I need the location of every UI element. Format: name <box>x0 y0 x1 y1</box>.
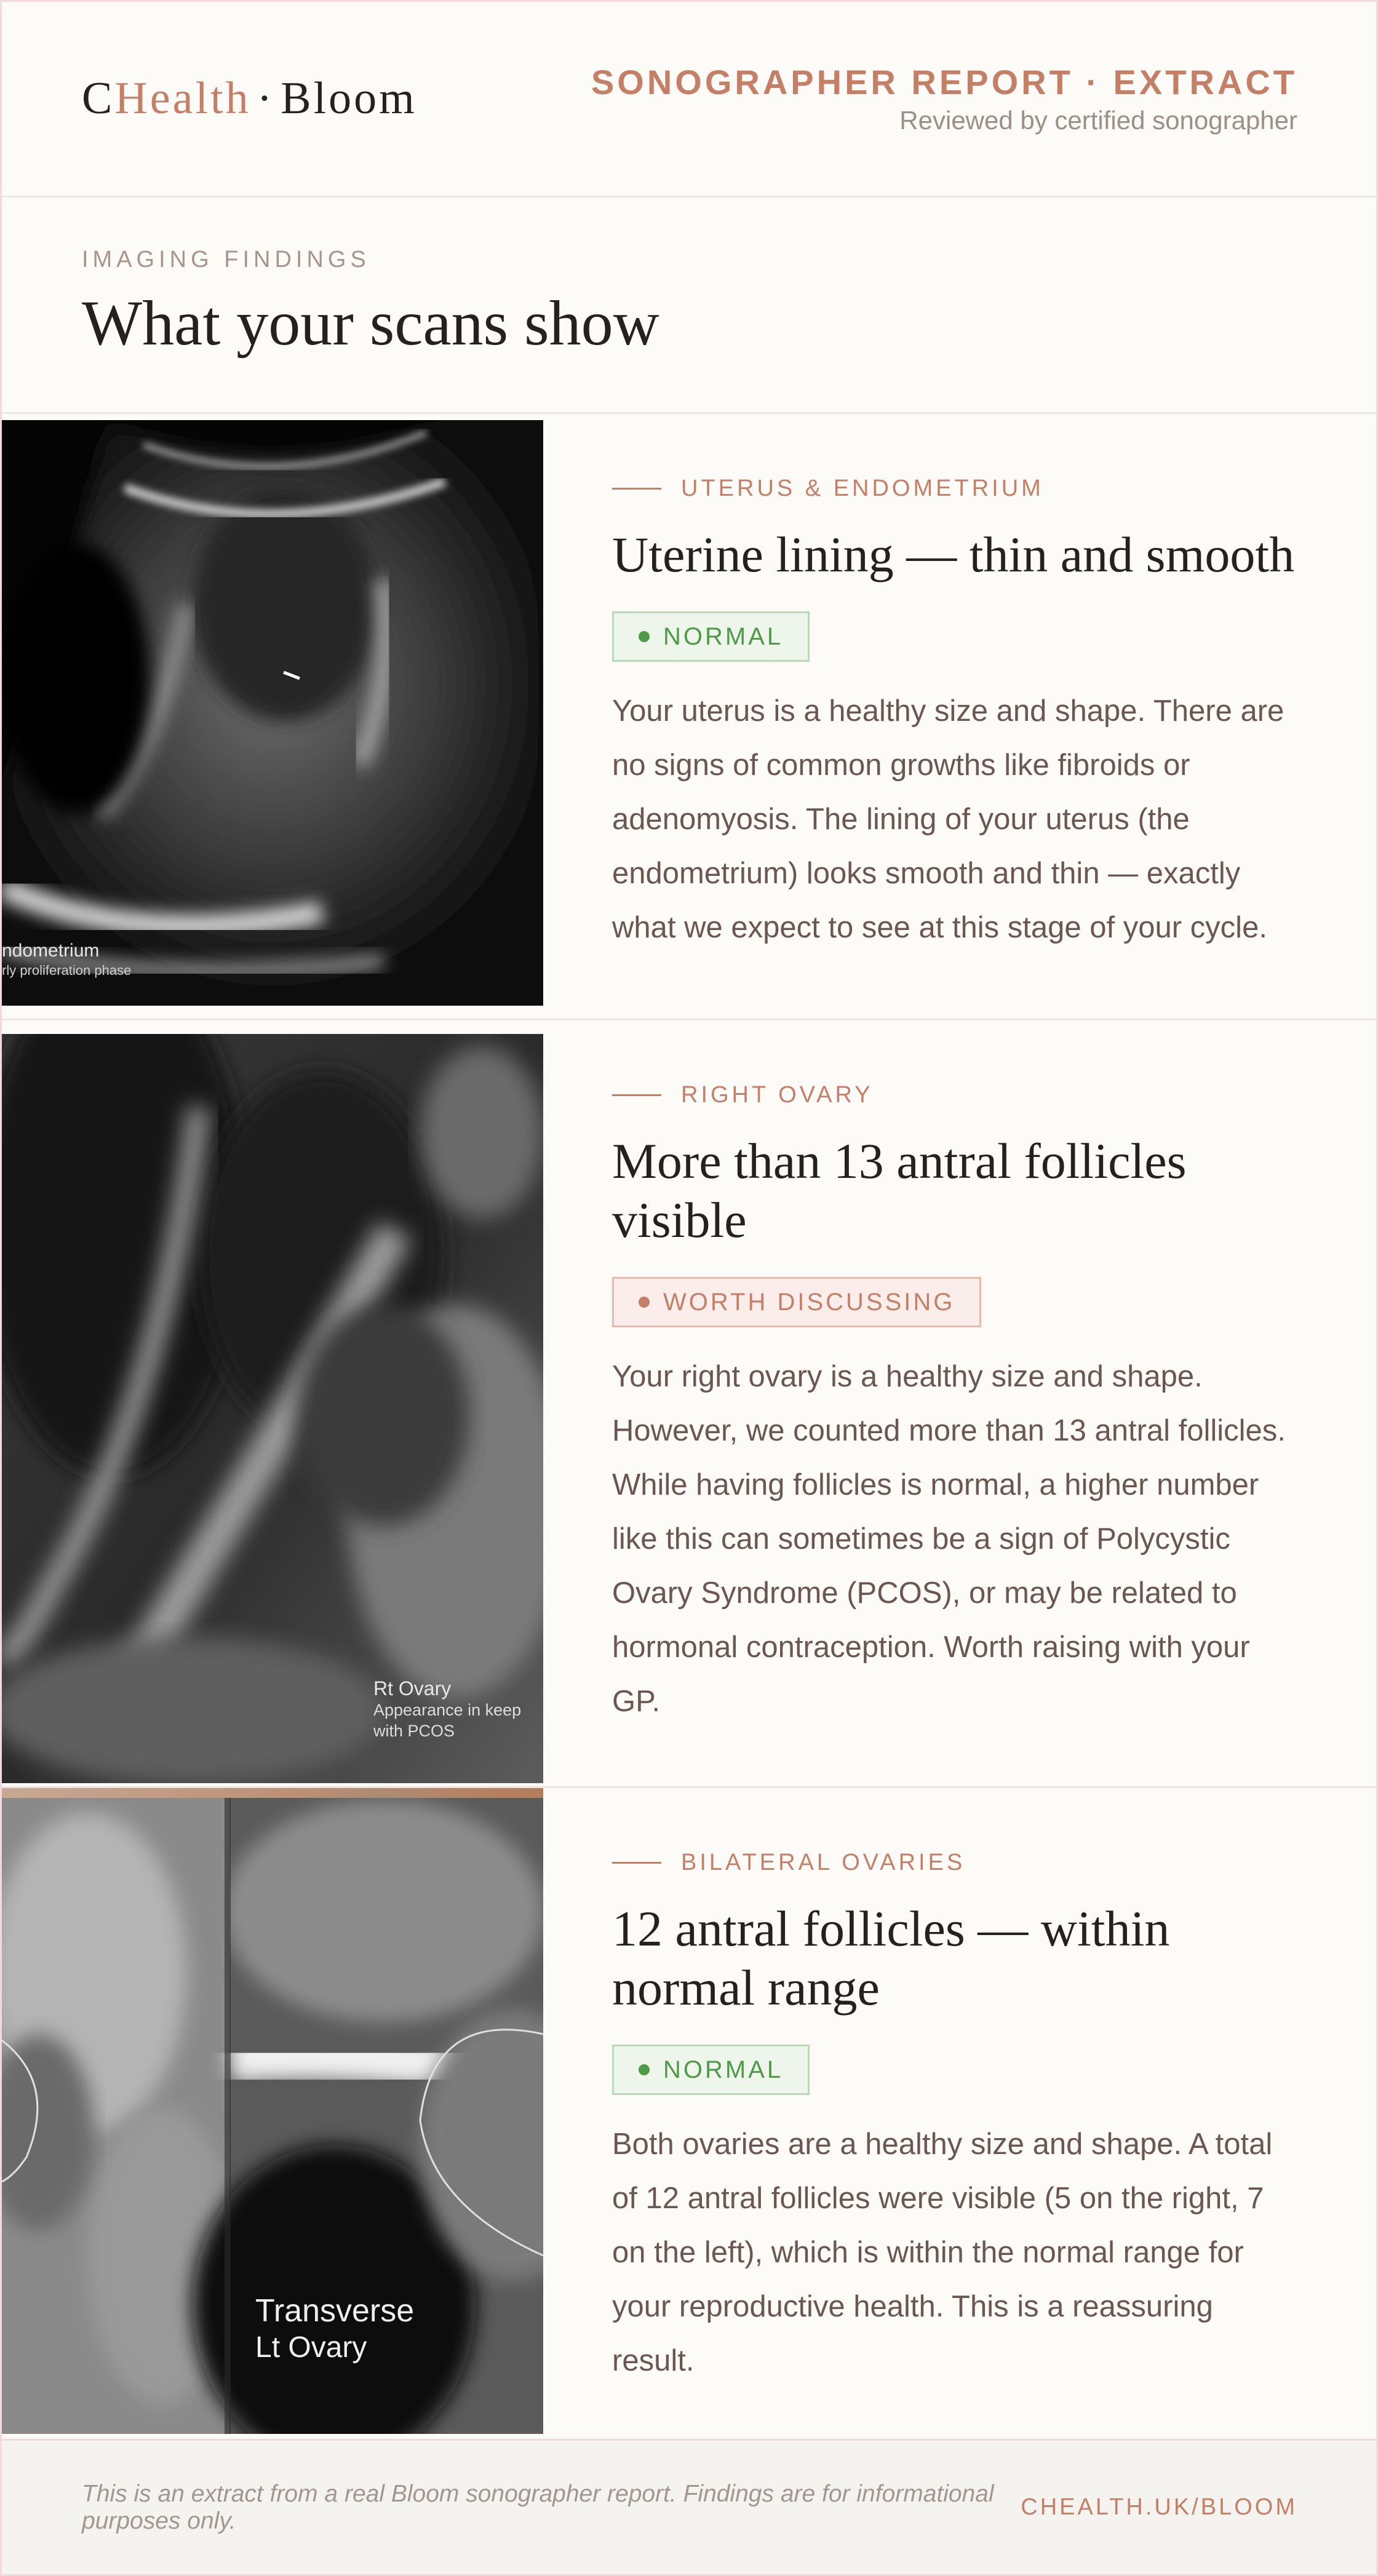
finding-description: Both ovaries are a healthy size and shape. A total of 12 antral follicles were visible (5 on the right, 7 on the left), which is within the normal range for your reproductive health. This is a reassuring result. <box>612 2128 1273 2377</box>
finding-description: Your uterus is a healthy size and shape. There are no signs of common growths like fibroids or adenomyosis. The lining of your uterus (the endometrium) looks smooth and thin — exactly what we expect to see at this stage of your cycle. <box>612 694 1284 944</box>
scan-label-structure: ndometrium <box>2 940 100 961</box>
report-subtitle: Reviewed by certified sonographer <box>899 106 1297 135</box>
status-label: NORMAL <box>663 622 784 650</box>
status-badge-normal <box>612 2045 810 2095</box>
status-label: NORMAL <box>663 2056 784 2083</box>
category-rule <box>612 1862 661 1864</box>
finding-content <box>543 414 1376 1019</box>
status-badge-worth-discussing <box>612 1277 981 1327</box>
ultrasound-image-right-ovary <box>2 1034 543 1783</box>
status-dot-icon <box>639 2064 650 2075</box>
finding-title: 12 antral follicles — within normal range <box>612 1901 1170 2016</box>
finding-uterus <box>2 414 1376 1020</box>
findings-intro <box>2 197 1376 414</box>
category-rule <box>612 488 661 490</box>
logo-bloom: Bloom <box>281 73 417 124</box>
ultrasound-image-bilateral <box>2 1788 543 2434</box>
status-badge-normal <box>612 611 810 662</box>
report-title: SONOGRAPHER REPORT · EXTRACT <box>591 63 1297 101</box>
report-heading <box>591 62 1297 135</box>
status-dot-icon <box>639 1297 650 1308</box>
ultrasound-image-uterus <box>2 420 543 1006</box>
scan-label-ovary: Lt Ovary <box>255 2331 367 2364</box>
category-label: UTERUS & ENDOMETRIUM <box>681 475 1044 501</box>
website-link[interactable]: CHEALTH.UK/BLOOM <box>1021 2494 1297 2520</box>
finding-bilateral-ovaries <box>2 1788 1376 2447</box>
status-label: WORTH DISCUSSING <box>663 1288 955 1316</box>
finding-category <box>612 475 1302 502</box>
scan-label-view: Transverse <box>255 2293 415 2329</box>
section-eyebrow: IMAGING FINDINGS <box>82 247 370 272</box>
scan-label-phase: rly proliferation phase <box>2 963 132 978</box>
scan-label-pcos: with PCOS <box>373 1722 455 1740</box>
finding-title: More than 13 antral follicles visible <box>612 1133 1187 1248</box>
page-title: What your scans show <box>82 288 659 359</box>
scan-label-appearance: Appearance in keep <box>373 1701 522 1719</box>
finding-title: Uterine lining — thin and smooth <box>612 527 1295 582</box>
scan-label-ovary: Rt Ovary <box>373 1677 452 1699</box>
page-footer <box>2 2439 1376 2574</box>
finding-description: Your right ovary is a healthy size and shape. However, we counted more than 13 antral follicles. While having follicles is normal, a higher number like this can sometimes be a sign of Polycystic Ovary Syndrome (PCOS), or may be related to hormonal contraception. Worth raising with your GP. <box>612 1360 1286 1718</box>
finding-content <box>543 1020 1376 1786</box>
category-label: RIGHT OVARY <box>681 1082 874 1108</box>
logo-separator: · <box>257 73 275 124</box>
finding-category <box>612 1082 1302 1108</box>
finding-content <box>543 1788 1376 2447</box>
logo-c: C <box>82 73 115 124</box>
page-header <box>2 2 1376 197</box>
brand-logo[interactable] <box>82 73 417 125</box>
status-dot-icon <box>639 631 650 642</box>
finding-right-ovary <box>2 1020 1376 1788</box>
disclaimer-text: This is an extract from a real Bloom sonographer report. Findings are for informational purposes only. <box>82 2480 994 2534</box>
category-label: BILATERAL OVARIES <box>681 1850 966 1875</box>
category-rule <box>612 1094 661 1096</box>
logo-health: Health <box>114 73 251 124</box>
finding-category <box>612 1850 1302 1876</box>
